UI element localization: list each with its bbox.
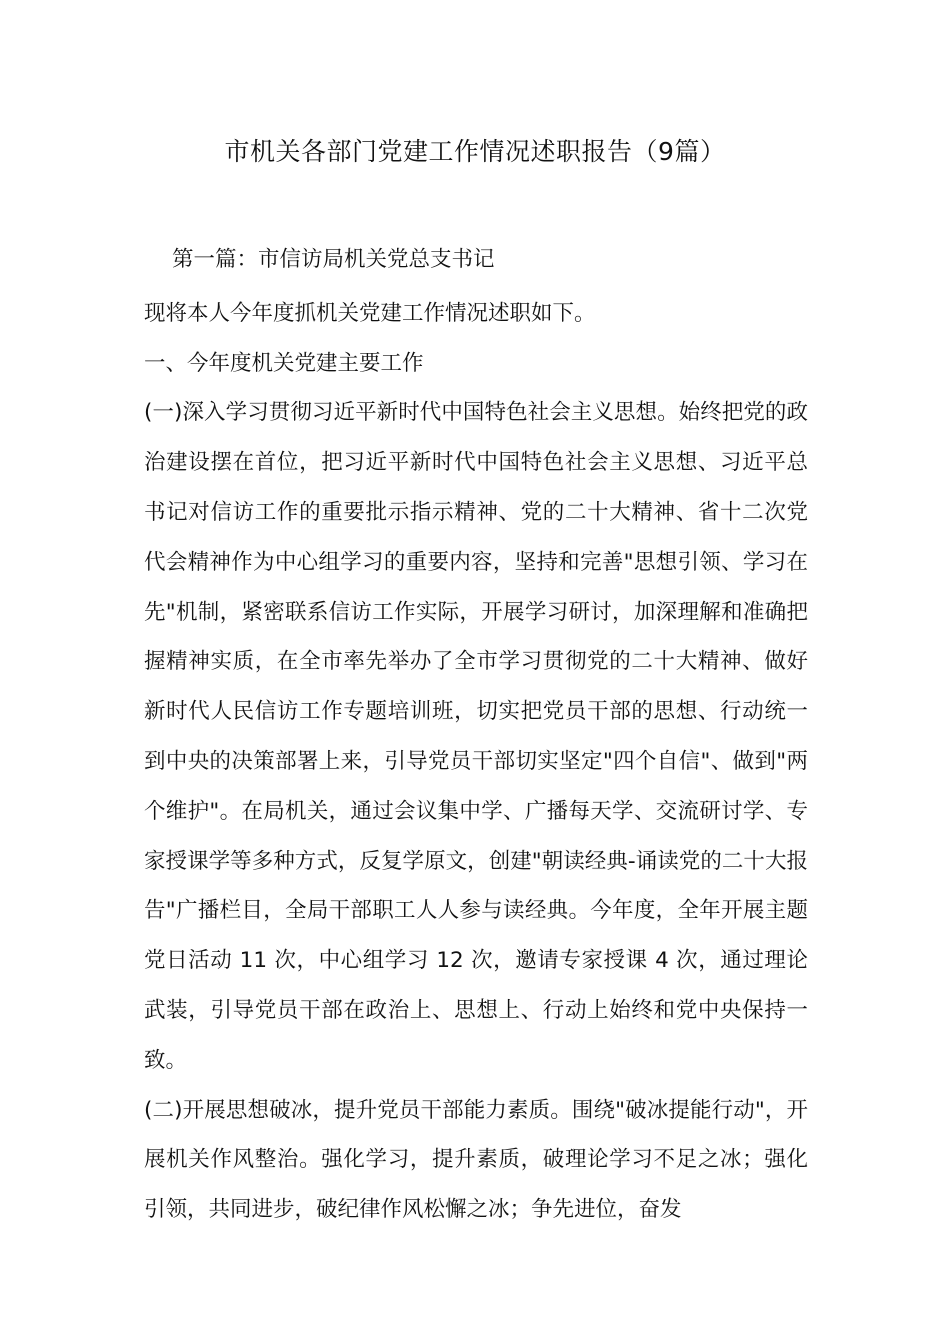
document-title: 市机关各部门党建工作情况述职报告（9篇） xyxy=(224,137,726,166)
document-body xyxy=(144,235,808,1235)
paragraph: 现将本人今年度抓机关党建工作情况述职如下。 xyxy=(144,300,596,326)
paragraph: (二)开展思想破冰，提升党员干部能力素质。围绕"破冰提能行动"，开展机关作风整治。强化学习，提升素质，破理论学习不足之冰；强化引领，共同进步，破纪律作风松懈之冰；争先进位，奋发 xyxy=(144,1097,808,1223)
section-heading: 第一篇：市信访局机关党总支书记 xyxy=(172,247,495,272)
paragraph: (一)深入学习贯彻习近平新时代中国特色社会主义思想。始终把党的政治建设摆在首位，把习近平新时代中国特色社会主义思想、习近平总书记对信访工作的重要批示指示精神、党的二十大精神、省十二次党代会精神作为中心组学习的重要内容，坚持和完善"思想引领、学习在先"机制，紧密联系信访工作实际，开展学习研讨，加深理解和准确把握精神实质，在全市率先举办了全市学习贯彻党的二十大精神、做好新时代人民信访工作专题培训班，切实把党员干部的思想、行动统一到中央的决策部署上来，引导党员干部切实坚定"四个自信"、做到"两个维护"。在局机关，通过会议集中学、广播每天学、交流研讨学、专家授课学等多种方式，反复学原文，创建"朝读经典-诵读党的二十大报告"广播栏目，全局干部职工人人参与读经典。今年度，全年开展主题党日活动 11 次，中心组学习 12 次，邀请专家授课 4 次，通过理论武装，引导党员干部在政治上、思想上、行动上始终和党中央保持一致。 xyxy=(144,400,808,1073)
paragraph: 一、今年度机关党建主要工作 xyxy=(144,350,424,376)
